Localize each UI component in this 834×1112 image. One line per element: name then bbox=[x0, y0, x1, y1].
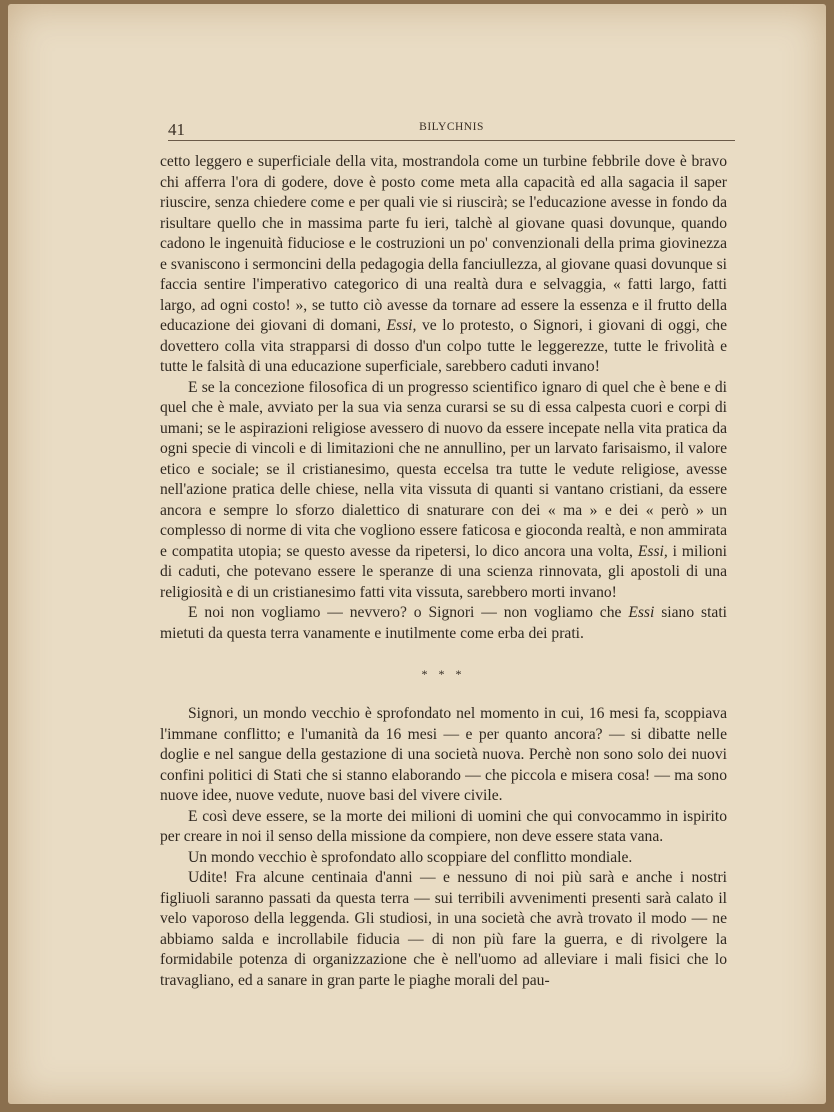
paragraph: E noi non vogliamo — nevvero? o Signori — non vogliamo che Essi siano stati mietuti da questa terra vanamente e inutilmente come erba dei prati. bbox=[160, 604, 727, 642]
paragraph: Signori, un mondo vecchio è sprofondato nel momento in cui, 16 mesi fa, scoppiava l'immane conflitto; e l'umanità da 16 mesi — e per quanto ancora? — si dibatte nelle doglie e nel sangue della gestazione di una società nuova. Perchè non sono solo dei nuovi confini politici di Stati che si stanno elaborando — che piccola e misera cosa! — ma sono nuove idee, nuove vedute, nuove basi del vivere civile. bbox=[160, 705, 727, 804]
page-header bbox=[168, 116, 735, 141]
section-divider: * * * bbox=[421, 667, 466, 681]
running-title: BILYCHNIS bbox=[419, 121, 484, 133]
paragraph: E se la concezione filosofica di un progresso scientifico ignaro di quel che è bene e di quel che è male, avviato per la sua via senza curarsi se su di essa calpesta cuori e corpi di umani; se le aspirazioni religiose avessero di nuovo da essere incepate nella vita pratica da ogni specie di vincoli e di limitazioni che ne annullino, per un larvato farisaismo, il valore etico e sociale; se il cristianesimo, questa eccelsa tra tutte le vedute religiose, avesse nell'azione pratica delle chiese, nella vita vissuta di quanti si vantano cristiani, da essere ancora e sempre lo sforzo dialettico di snaturare con dei « ma » e dei « però » un complesso di norme di vita che vogliono essere faticosa e gioconda realtà, e non ammirata e compatita utopia; se questo avesse da ripetersi, lo dico ancora una volta, Essi, i milioni di caduti, che potevano essere le speranze di una scienza rinnovata, gli apostoli di una religiosità e di un cristianesimo fatti vita vissuta, sarebbero morti invano! bbox=[160, 378, 727, 601]
paragraph: Udite! Fra alcune centinaia d'anni — e nessuno di noi più sarà e anche i nostri figliuoli saranno passati da questa terra — sui terribili avvenimenti presenti sarà calato il velo vaporoso della leggenda. Gli studiosi, in una società che avrà trovato il modo — ne abbiamo salda e incrollabile fiducia — di non più fare la guerra, e di rivolgere la formidabile potenza di organizzazione che è nell'uomo ad alleviare i mali fisici che lo travagliano, ed a sanare in gran parte le piaghe morali del pau- bbox=[160, 869, 727, 989]
emphasis: Essi, bbox=[637, 542, 668, 560]
page-number: 41 bbox=[168, 120, 185, 139]
emphasis: Essi bbox=[628, 604, 655, 621]
emphasis: Essi, bbox=[386, 317, 417, 334]
paragraph: Un mondo vecchio è sprofondato allo scoppiare del conflitto mondiale. bbox=[188, 848, 633, 866]
paragraph: cetto leggero e superficiale della vita, mostrandola come un turbine febbrile dove è bravo chi afferra l'ora di godere, dove è posto come meta alla capacità ed alla sagacia il saper riuscire, senza chiedere come e per quali vie si riuscirà; se l'educazione avesse in fondo da risultare quello che in massima parte fu ieri, talchè al giovane quasi dovunque, quando cadono le ingenuità fiduciose e le costruzioni un po' convenzionali della prima giovinezza e svaniscono i sermoncini della pedagogia della fanciullezza, al giovane quasi dovunque si faccia sentire l'imperativo categorico di una realtà dura e selvaggia, « fatti largo, fatti largo, ad ogni costo! », se tutto ciò avesse da tornare ad essere la essenza e il frutto della educazione dei giovani di domani, Essi, ve lo protesto, o Signori, i giovani di oggi, che dovettero colla vita strapparsi di dosso d'un colpo tutte le leggerezze, tutte le frivolità e tutte le falsità di una educazione superficiale, sarebbero caduti invano! bbox=[160, 153, 727, 375]
paragraph: E così deve essere, se la morte dei milioni di uomini che qui convocammo in ispirito per creare in noi il senso della missione da compiere, non deve essere stata vana. bbox=[160, 807, 727, 845]
body-text bbox=[160, 152, 727, 991]
